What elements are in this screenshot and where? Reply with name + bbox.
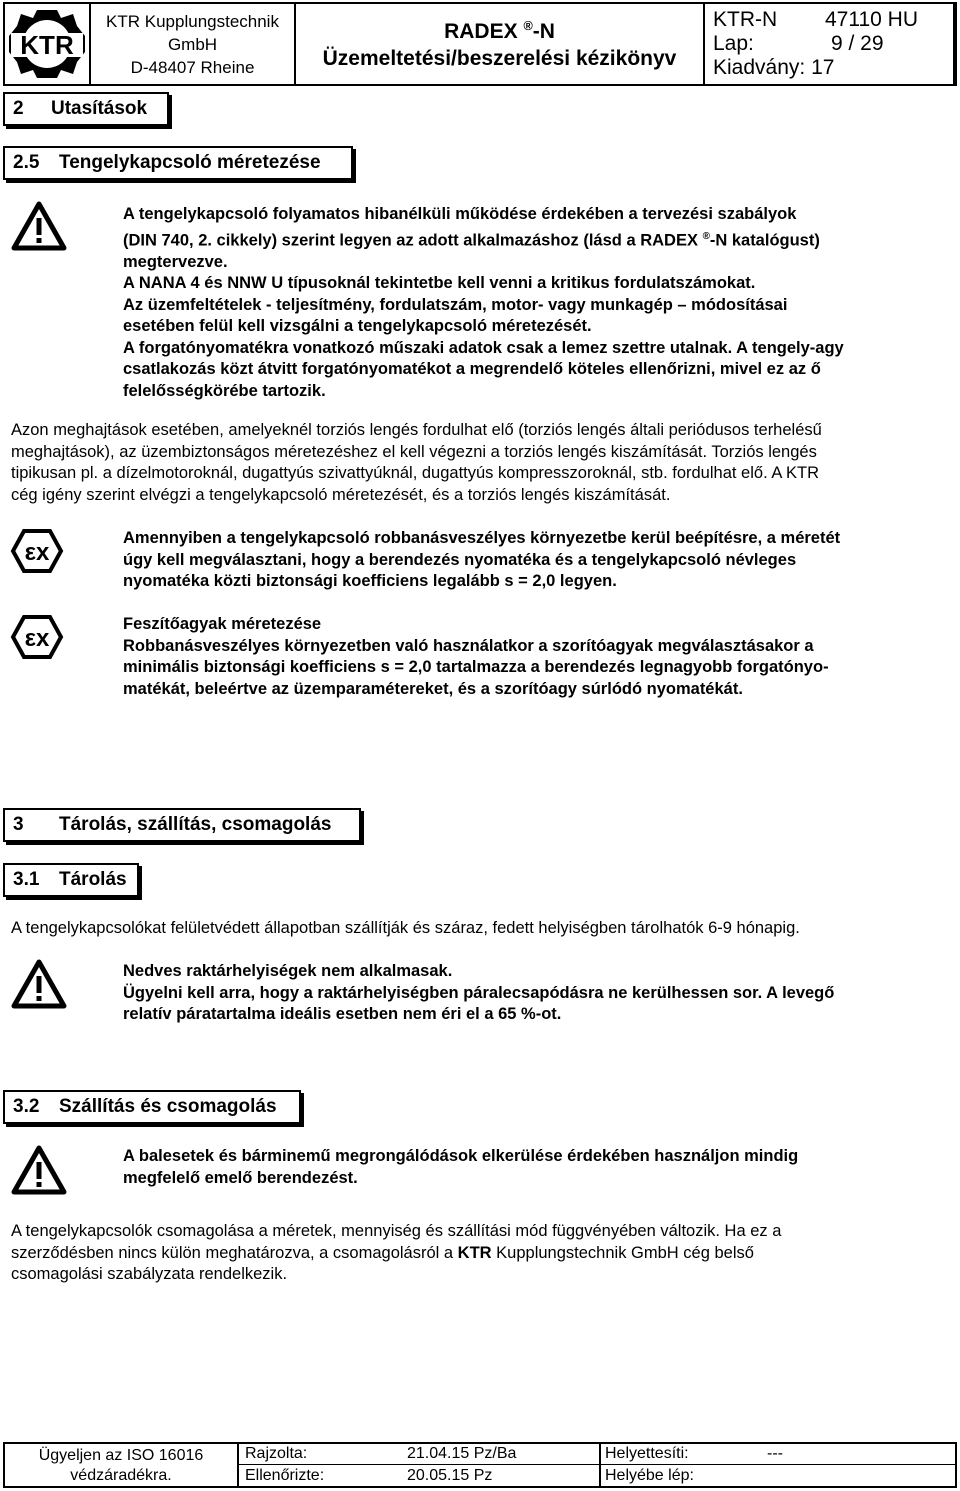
iso-notice: Ügyeljen az ISO 16016 védzáradékra. <box>5 1444 239 1486</box>
page-value: 9 / 29 <box>831 32 884 55</box>
svg-text:εx: εx <box>24 539 50 566</box>
logo-cell <box>5 4 91 84</box>
checked-value: 20.05.15 Pz <box>407 1467 493 1484</box>
ex-safety-text: Amennyiben a tengelykapcsoló robbanásveszélyes környezetbe kerül beépítésre, a méretét úgy kell megválasztani, hogy a berendezés nyomatéka és a tengelykapcsoló névleges nyomatéka közti biztonsági koefficiens legalább s = 2,0 legyen. <box>123 529 841 590</box>
ex-atex-icon <box>10 614 64 660</box>
drawn-value: 21.04.15 Pz/Ba <box>407 1445 517 1462</box>
packaging-paragraph: A tengelykapcsolók csomagolása a méretek, mennyiség és szállítási mód függvényében változik. Ha ez a szerződésben nincs külön meghatározva, a csomagolásról a KTR Kupplungstechnik GmbH cég belső csomagolási szabályzata rendelkezik. <box>11 1222 782 1283</box>
warning-triangle-icon <box>10 200 68 252</box>
ex-clamping-hub-text: Feszítőagyak méretezése Robbanásveszélyes környezetben való használatkor a szorítóagyak megválasztásakor a minimális biztonsági koefficiens s = 2,0 tartalmazza a berendezés legnagyobb forgatónyo- matékát, beleértve az üzemparamétereket, és a szorítóagy súrlódó nyomatékát. <box>123 615 829 698</box>
document-title: Üzemeltetési/beszerelési kézikönyv <box>322 47 677 70</box>
title-cell <box>296 4 705 84</box>
checked-label: Ellenőrizte: <box>245 1467 325 1484</box>
company-form: GmbH <box>167 35 218 54</box>
replaces-value: --- <box>767 1445 783 1462</box>
section-heading-3: 3 Tárolás, szállítás, csomagolás <box>3 808 361 842</box>
warning-triangle-icon <box>10 958 68 1010</box>
replaces-label: Helyettesíti: <box>605 1445 689 1462</box>
section-heading-2: 2 Utasítások <box>3 92 169 126</box>
logo-text: KTR <box>20 30 74 60</box>
edition-label: Kiadvány: <box>713 56 806 79</box>
warning-dimensioning-text: A tengelykapcsoló folyamatos hibanélküli működése érdekében a tervezési szabályok (DIN 740, 2. cikkely) szerint legyen az adott alkalmazáshoz (lásd a RADEX ®-N katalógust) megtervezve. A NANA 4 és NNW U típusoknál tekintetbe kell venni a kritikus fordulatszámokat. Az üzemfeltételek - teljesítmény, fordulatszám, motor- vagy munkagép – módosításai esetében felül kell vizsgálni a tengelykapcsoló méretezését. A forgatónyomatékra vonatkozó műszaki adatok csak a lemez szettre utalnak. A tengely-agy csatlakozás közt átvitt forgatónyomatékot a megrendelő köteles ellenőrizni, mivel ez az ő felelősségkörébe tartozik. <box>123 205 844 400</box>
torsion-paragraph: Azon meghajtások esetében, amelyeknél torziós lengés fordulhat elő (torziós lengés általi periódusos terhelésű meghajtások), az üzembiztonságos méretezéshez el kell végezni a torziós lengés kiszámítását. Torziós lengés tipikusan pl. a dízelmotoroknál, dugattyús szivattyúknál, dugattyús kompresszoroknál, stb. fordulhat elő. A KTR cég igény szerint elvégzi a tengelykapcsoló méretezését, és a torziós lengés kiszámítását. <box>11 421 822 504</box>
page-header <box>3 2 957 86</box>
svg-text:εx: εx <box>24 625 50 652</box>
ref-value: 47110 HU <box>825 8 919 31</box>
drawn-label: Rajzolta: <box>245 1445 308 1462</box>
transport-warning-text: A balesetek és bárminemű megrongálódások elkerülése érdekében használjon mindig megfelelő emelő berendezést. <box>123 1147 799 1187</box>
warning-triangle-icon <box>10 1144 68 1196</box>
storage-paragraph: A tengelykapcsolókat felületvédett állapotban szállítják és száraz, fedett helyiségben tárolhatók 6-9 hónapig. <box>11 919 800 937</box>
reference-cell <box>705 4 955 84</box>
section-heading-3-1: 3.1 Tárolás <box>3 863 139 897</box>
section-heading-3-2: 3.2 Szállítás és csomagolás <box>3 1090 301 1124</box>
ex-atex-icon <box>10 528 64 574</box>
page-label: Lap: <box>713 32 754 55</box>
storage-warning-text: Nedves raktárhelyiségek nem alkalmasak. Ügyelni kell arra, hogy a raktárhelyiségben páralecsapódásra ne kerülhessen sor. A levegő relatív páratartalma ideális esetben nem éri el a 65 %-ot. <box>123 962 835 1023</box>
edition-value: 17 <box>811 56 835 79</box>
product-name: RADEX ®-N <box>444 19 555 43</box>
section-heading-2-5: 2.5 Tengelykapcsoló méretezése <box>3 146 353 180</box>
company-cell <box>91 4 296 84</box>
company-name: KTR Kupplungstechnik <box>106 12 279 31</box>
company-address: D-48407 Rheine <box>130 58 255 77</box>
ktr-logo-icon <box>5 4 89 84</box>
ref-label: KTR-N <box>713 8 778 31</box>
replaced-by-label: Helyébe lép: <box>605 1467 694 1484</box>
page-footer <box>3 1442 957 1488</box>
